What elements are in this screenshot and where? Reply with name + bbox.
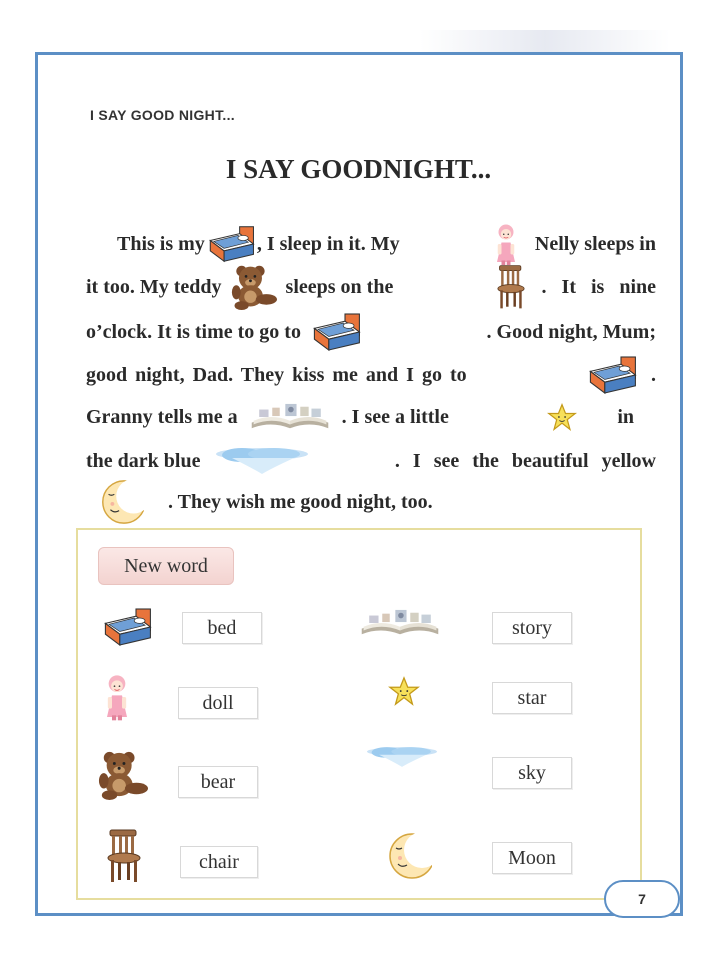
story-text: . I see a little — [341, 405, 449, 428]
chair-icon — [104, 828, 144, 884]
story-line-3 — [86, 312, 656, 352]
word-bear: bear — [178, 766, 258, 798]
new-word-tab: New word — [98, 547, 234, 585]
crescent-moon-icon — [388, 830, 432, 882]
page-number: 7 — [604, 880, 680, 918]
page-title: I SAY GOODNIGHT... — [225, 154, 492, 184]
story-line-6 — [86, 442, 656, 480]
story-text: sleeps on the — [285, 275, 394, 298]
story-text: it too. My teddy — [86, 275, 222, 298]
story-text: good night, Dad. They kiss me and I go to — [86, 363, 467, 386]
doll-icon — [491, 221, 521, 267]
cloud-sky-icon — [364, 744, 440, 770]
bed-icon — [205, 225, 257, 263]
teddy-bear-icon — [96, 750, 150, 800]
story-text: o’clock. It is time to go to — [86, 320, 301, 343]
doll-icon — [100, 672, 134, 722]
story-line-5 — [86, 398, 634, 436]
open-book-icon — [248, 402, 332, 432]
story-text: This is my — [117, 232, 205, 255]
bed-icon — [100, 604, 154, 650]
word-bed: bed — [182, 612, 262, 644]
story-text: Granny tells me a — [86, 405, 238, 428]
crescent-moon-icon — [100, 477, 144, 527]
running-header: I SAY GOOD NIGHT... — [90, 107, 235, 123]
story-line-4 — [86, 354, 656, 396]
bed-icon — [309, 312, 363, 352]
story-text: . They wish me good night, too. — [168, 490, 433, 513]
word-moon: Moon — [492, 842, 572, 874]
story-text: . — [651, 363, 656, 386]
story-text: Nelly sleeps in — [534, 232, 656, 255]
bed-icon — [585, 354, 639, 396]
story-line-2 — [86, 264, 656, 310]
story-text: . It is nine — [541, 275, 656, 298]
word-star: star — [492, 682, 572, 714]
word-doll: doll — [178, 687, 258, 719]
scan-smudge — [420, 30, 670, 52]
story-line-7 — [100, 476, 670, 528]
story-text: , I sleep in it. My — [256, 232, 400, 255]
star-icon — [388, 676, 420, 706]
word-story: story — [492, 612, 572, 644]
teddy-bear-icon — [228, 264, 280, 310]
word-sky: sky — [492, 757, 572, 789]
cloud-sky-icon — [212, 446, 312, 476]
story-text: the dark blue — [86, 449, 201, 472]
open-book-icon — [358, 606, 442, 640]
story-line-1 — [117, 225, 656, 263]
story-text: in — [617, 405, 634, 428]
word-chair: chair — [180, 846, 258, 878]
story-text: . I see the beautiful yellow — [394, 449, 656, 472]
story-text: . Good night, Mum; — [486, 320, 656, 343]
chair-icon — [494, 264, 528, 310]
star-icon — [547, 402, 577, 432]
